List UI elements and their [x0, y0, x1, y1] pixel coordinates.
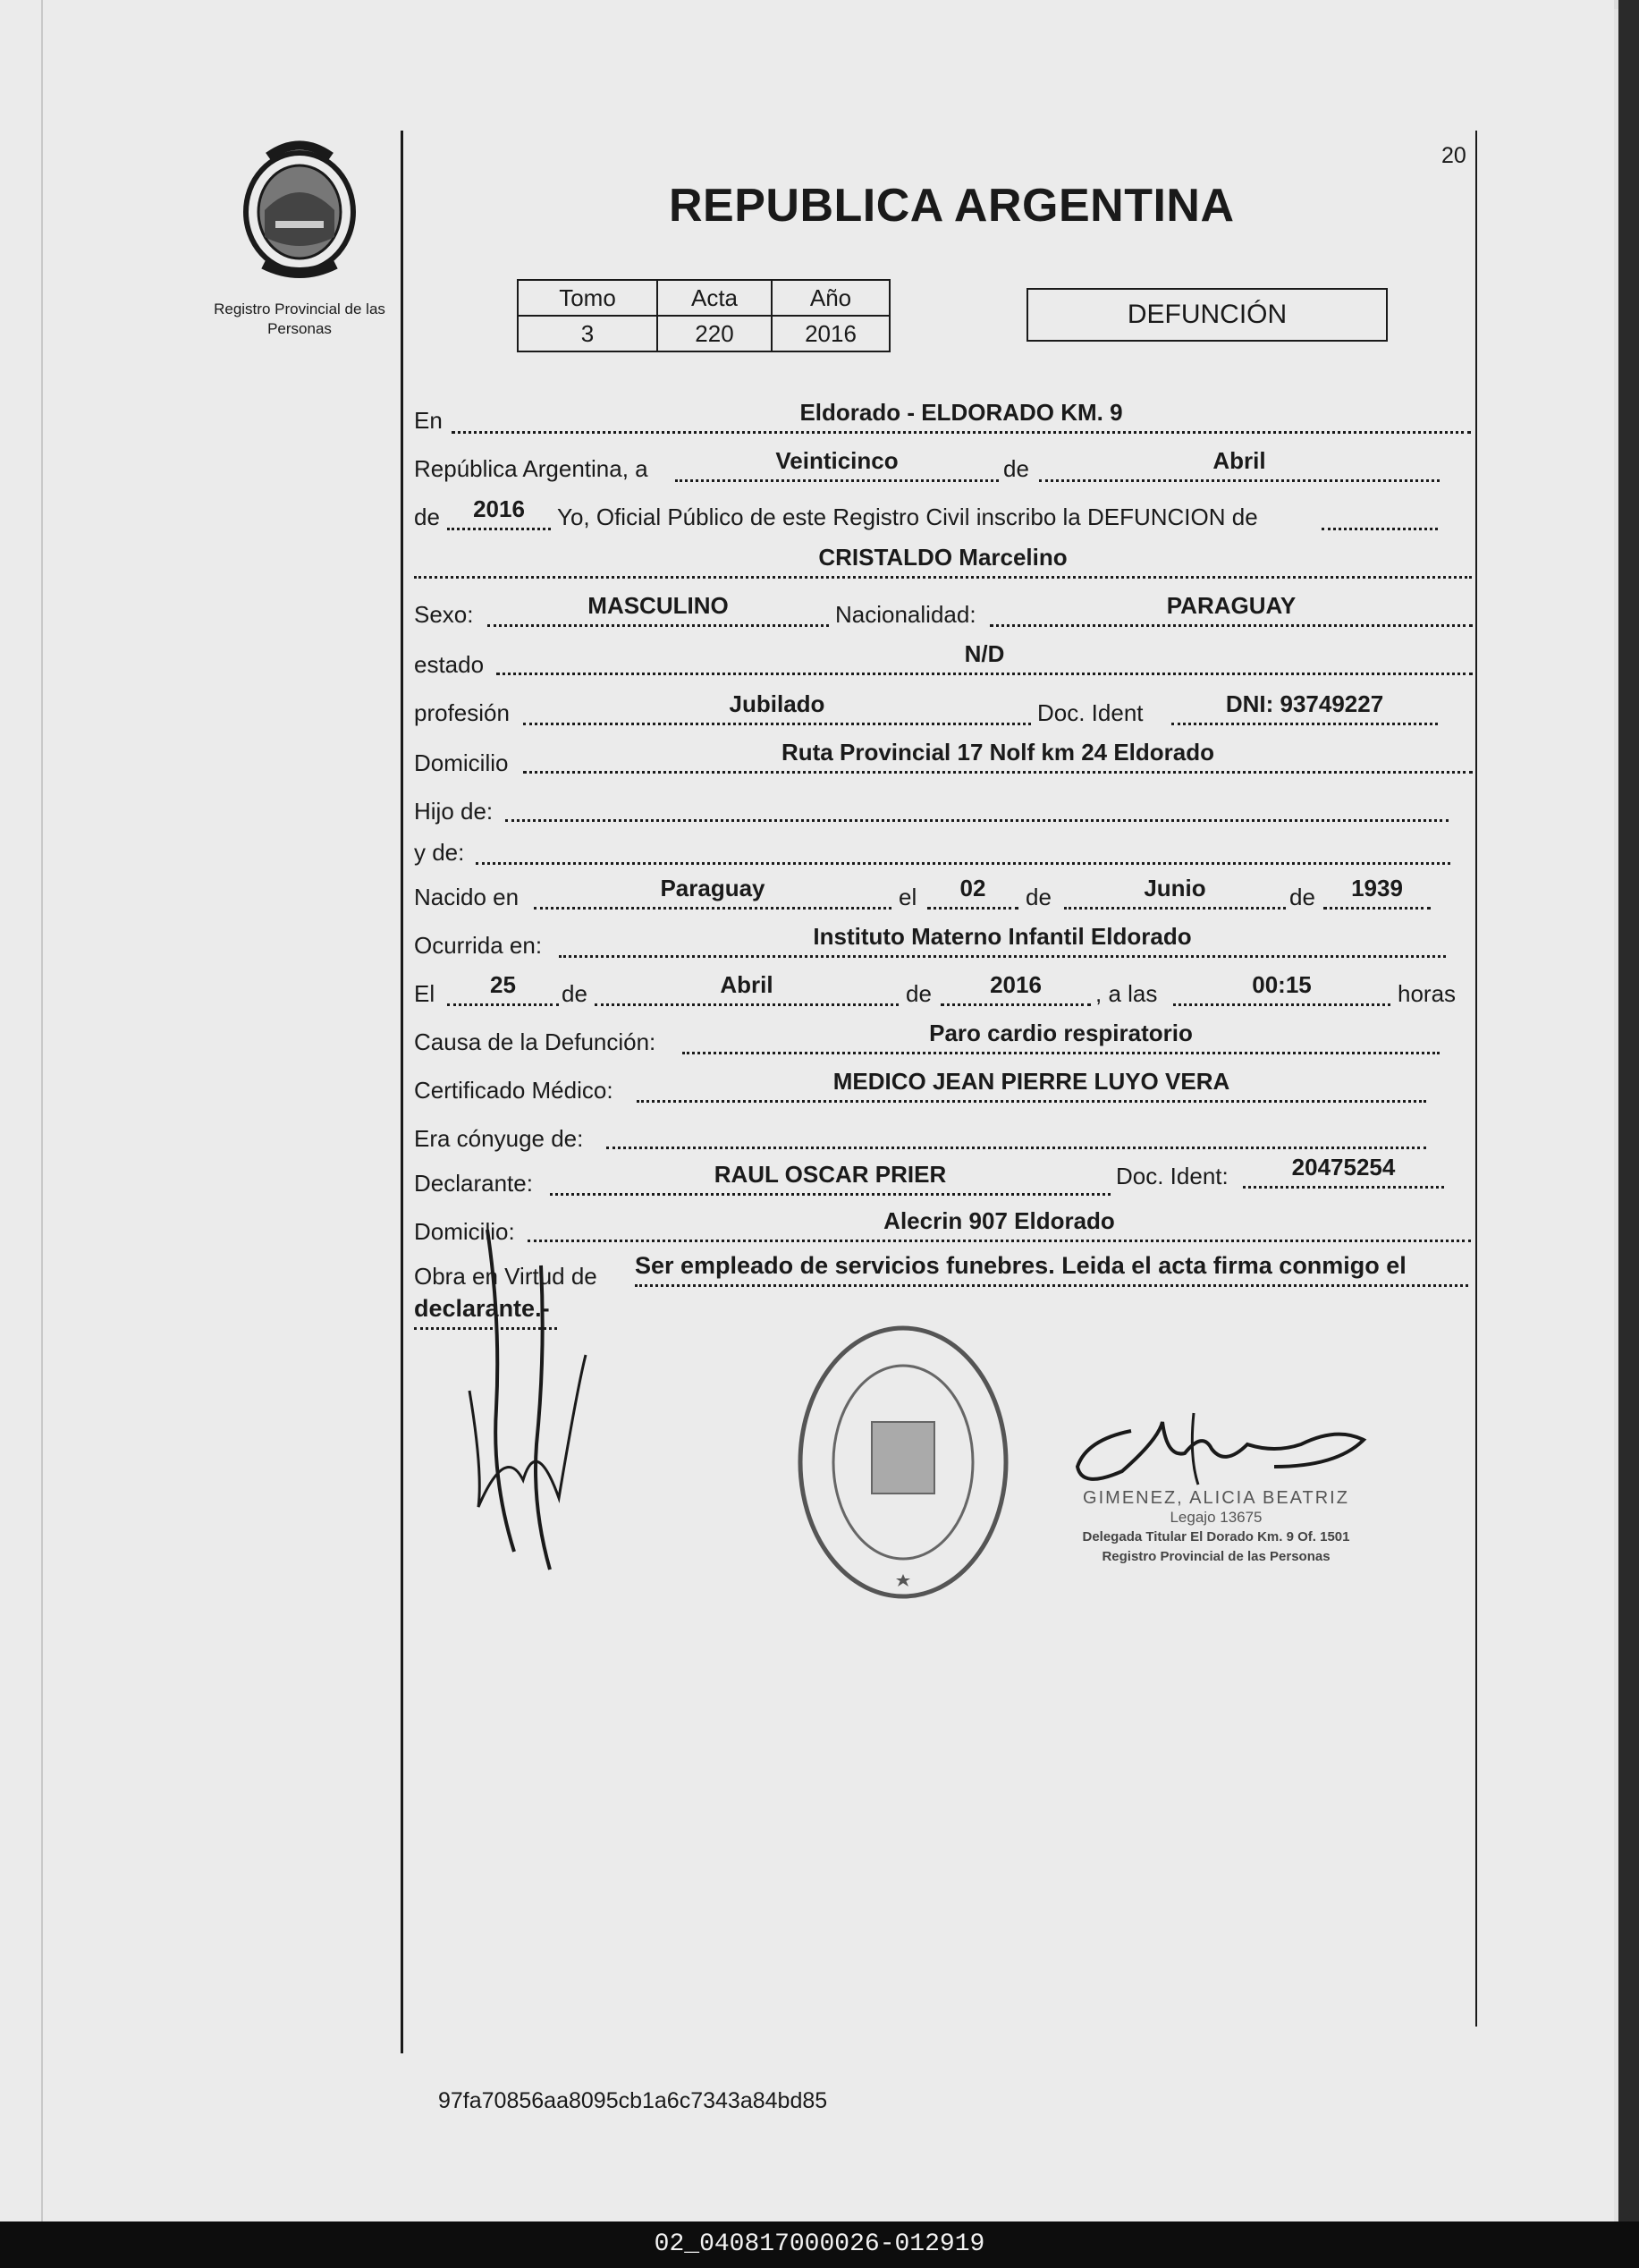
value-lugar: Eldorado - ELDORADO KM. 9 [452, 399, 1471, 434]
label-y-de: y de: [414, 839, 465, 866]
left-margin-line [401, 131, 403, 2053]
sheet-fold [7, 0, 43, 2221]
value-anio: 2016 [447, 495, 551, 530]
act-value-tomo: 3 [518, 316, 657, 351]
act-header-acta: Acta [657, 280, 772, 316]
value-dia: Veinticinco [675, 447, 999, 482]
value-causa: Paro cardio respiratorio [682, 1020, 1440, 1054]
value-def-mes: Abril [595, 971, 899, 1006]
value-declarante: RAUL OSCAR PRIER [550, 1161, 1111, 1196]
label-el: el [899, 884, 917, 910]
registry-label: Registro Provincial de las Personas [214, 300, 385, 337]
label-hijo-de: Hijo de: [414, 798, 494, 825]
label-profesion: profesión [414, 699, 510, 726]
value-blank-inscribo [1322, 495, 1438, 530]
label-domicilio-declarante: Domicilio: [414, 1218, 515, 1245]
label-horas: horas [1398, 980, 1457, 1007]
value-mes: Abril [1039, 447, 1440, 482]
value-nac-anio: 1939 [1323, 875, 1431, 910]
act-header-tomo: Tomo [518, 280, 657, 316]
value-declarante-doc: 20475254 [1243, 1154, 1444, 1189]
act-table-header-row [518, 280, 890, 316]
label-a-las: , a las [1095, 980, 1158, 1007]
label-conyuge: Era cónyuge de: [414, 1125, 584, 1152]
label-causa: Causa de la Defunción: [414, 1028, 656, 1055]
act-table [517, 279, 891, 352]
label-en: En [414, 407, 443, 434]
official-stamp-text [1019, 1488, 1413, 1567]
label-de-anio: de [414, 504, 440, 530]
label-ocurrida-en: Ocurrida en: [414, 932, 543, 959]
value-conyuge [606, 1114, 1426, 1149]
label-inscribo: Yo, Oficial Público de este Registro Civil inscribo la DEFUNCION de [557, 504, 1258, 530]
label-republica: República Argentina, a [414, 455, 648, 482]
value-nac-dia: 02 [927, 875, 1018, 910]
document-hash: 97fa70856aa8095cb1a6c7343a84bd85 [438, 2088, 828, 2113]
value-hora: 00:15 [1173, 971, 1390, 1006]
value-domicilio: Ruta Provincial 17 Nolf km 24 Eldorado [523, 739, 1473, 774]
value-certificado: MEDICO JEAN PIERRE LUYO VERA [637, 1068, 1426, 1103]
value-estado: N/D [496, 640, 1473, 675]
page-title: REPUBLICA ARGENTINA [669, 180, 1235, 232]
act-value-anio: 2016 [772, 316, 890, 351]
label-de: de [1003, 455, 1029, 482]
value-hijo-de [505, 787, 1449, 822]
value-nombre: CRISTALDO Marcelino [414, 544, 1472, 579]
act-table-value-row [518, 316, 890, 351]
label-doc-ident: Doc. Ident [1037, 699, 1144, 726]
label-doc-ident-declarante: Doc. Ident: [1116, 1163, 1229, 1189]
value-def-dia: 25 [447, 971, 559, 1006]
declarant-signature [452, 1212, 613, 1578]
label-certificado: Certificado Médico: [414, 1077, 613, 1104]
official-org: Registro Provincial de las Personas [1102, 1549, 1331, 1564]
value-sexo: MASCULINO [487, 592, 829, 627]
label-domicilio: Domicilio [414, 749, 509, 776]
value-obra-line1: Ser empleado de servicios funebres. Leida el acta firma conmigo el [635, 1252, 1468, 1287]
label-de-def-mes: de [562, 980, 587, 1007]
registry-seal-stamp [791, 1315, 1015, 1610]
label-de-def-anio: de [906, 980, 932, 1007]
label-declarante: Declarante: [414, 1170, 533, 1197]
value-declarante-domicilio: Alecrin 907 Eldorado [528, 1207, 1471, 1242]
official-role: Delegada Titular El Dorado Km. 9 Of. 1501 [1082, 1529, 1350, 1544]
label-obra: Obra en Virtud de [414, 1263, 597, 1290]
value-documento: DNI: 93749227 [1171, 690, 1438, 725]
value-ocurrida-en: Instituto Materno Infantil Eldorado [559, 923, 1446, 958]
official-name: GIMENEZ, ALICIA BEATRIZ [1083, 1488, 1349, 1508]
label-el-def: El [414, 980, 435, 1007]
label-nacido-en: Nacido en [414, 884, 520, 910]
act-type-box: DEFUNCIÓN [1026, 288, 1388, 342]
value-def-anio: 2016 [941, 971, 1091, 1006]
page-number: 20 [1441, 143, 1466, 168]
label-sexo: Sexo: [414, 601, 474, 628]
label-estado: estado [414, 651, 485, 678]
official-legajo: Legajo 13675 [1170, 1509, 1263, 1526]
value-profesion: Jubilado [523, 690, 1031, 725]
value-y-de [476, 830, 1450, 865]
footer-filename: 02_040817000026-012919 [654, 2230, 985, 2258]
value-nacido-en: Paraguay [534, 875, 891, 910]
misiones-coat-of-arms-icon [232, 139, 367, 282]
right-margin-line [1475, 131, 1477, 2027]
label-de-nac-anio: de [1289, 884, 1315, 910]
act-header-anio: Año [772, 280, 890, 316]
value-nacionalidad: PARAGUAY [990, 592, 1473, 627]
label-de-nac-mes: de [1026, 884, 1052, 910]
label-nacionalidad: Nacionalidad: [835, 601, 976, 628]
act-value-acta: 220 [657, 316, 772, 351]
value-obra-line2: declarante.- [414, 1295, 557, 1330]
value-nac-mes: Junio [1064, 875, 1286, 910]
